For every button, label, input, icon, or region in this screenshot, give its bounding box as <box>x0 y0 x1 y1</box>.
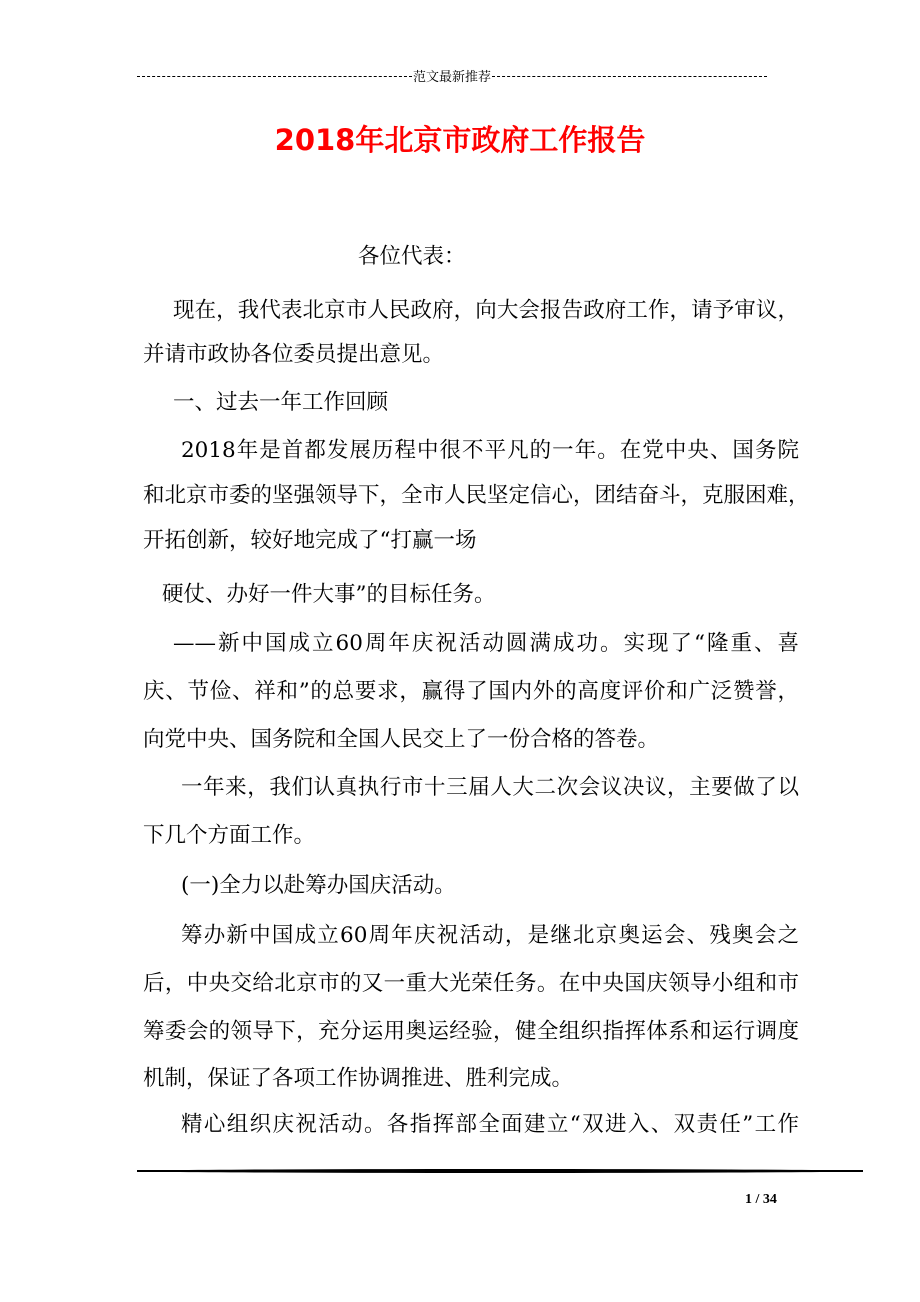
text-line: 和北京市委的坚强领导下，全市人民坚定信心，团结奋斗，克服困难， <box>143 483 810 508</box>
text-line: 并请市政协各位委员提出意见。 <box>143 342 445 367</box>
text-line: 硬仗、办好一件大事”的目标任务。 <box>162 582 496 607</box>
text-line: 各位代表： <box>358 244 466 269</box>
text-line: 向党中央、国务院和全国人民交上了一份合格的答卷。 <box>143 727 660 752</box>
text-line: 开拓创新，较好地完成了“打赢一场 <box>143 528 477 553</box>
text-line: 后，中央交给北京市的又一重大光荣任务。在中央国庆领导小组和市 <box>143 971 799 996</box>
text-line: 下几个方面工作。 <box>143 823 316 848</box>
text-line: 机制，保证了各项工作协调推进、胜利完成。 <box>143 1066 574 1091</box>
header-divider-right <box>492 76 767 77</box>
header-divider-left <box>137 76 412 77</box>
page-header <box>137 66 767 85</box>
text-line: 现在，我代表北京市人民政府，向大会报告政府工作，请予审议， <box>173 298 799 323</box>
footer-rule <box>137 1169 863 1173</box>
text-line: 一、过去一年工作回顾 <box>173 390 389 415</box>
document-title: 2018年北京市政府工作报告 <box>274 123 646 157</box>
text-line: 一年来，我们认真执行市十三届人大二次会议决议，主要做了以 <box>181 775 799 800</box>
text-line: (一)全力以赴筹办国庆活动。 <box>181 873 456 898</box>
text-line: 2018年是首都发展历程中很不平凡的一年。在党中央、国务院 <box>181 438 799 463</box>
page-number: 1 / 34 <box>745 1192 777 1207</box>
text-line: ——新中国成立60周年庆祝活动圆满成功。实现了“隆重、喜 <box>173 631 799 656</box>
text-line: 筹委会的领导下，充分运用奥运经验，健全组织指挥体系和运行调度 <box>143 1019 799 1044</box>
text-line: 筹办新中国成立60周年庆祝活动，是继北京奥运会、残奥会之 <box>181 923 799 948</box>
text-line: 庆、节俭、祥和”的总要求，赢得了国内外的高度评价和广泛赞誉， <box>143 679 799 704</box>
header-label: 范文最新推荐 <box>413 70 492 85</box>
text-line: 精心组织庆祝活动。各指挥部全面建立“双进入、双责任”工作 <box>181 1112 799 1137</box>
